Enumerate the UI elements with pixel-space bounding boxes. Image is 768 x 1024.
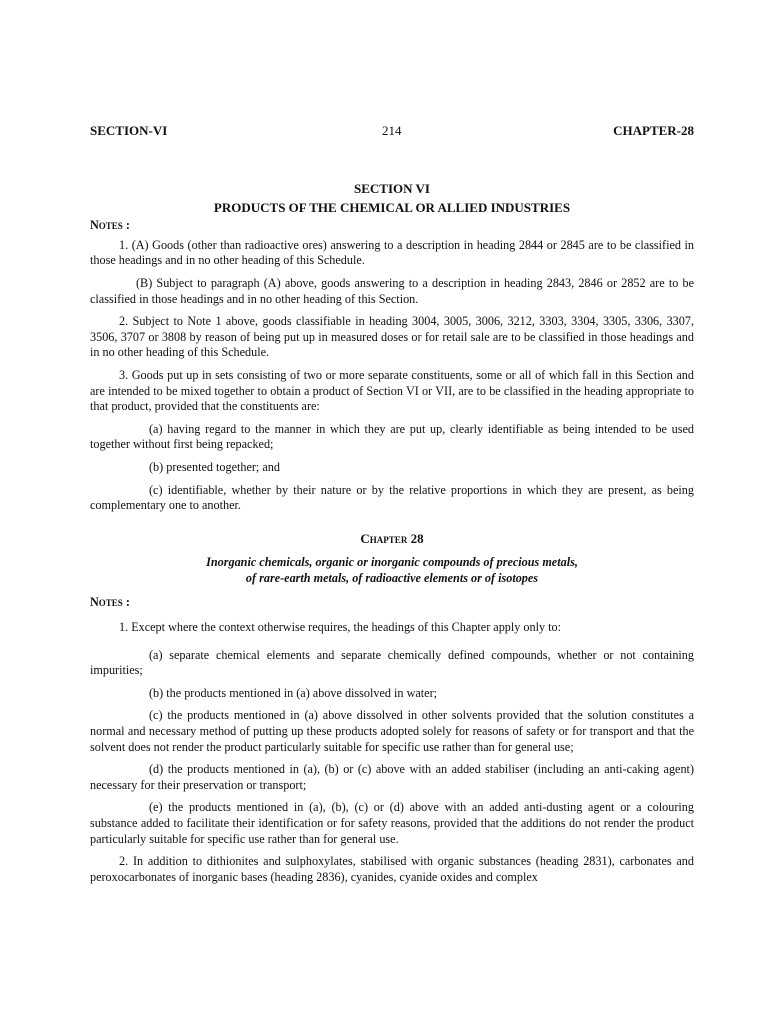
- chapter-label: Chapter 28: [360, 530, 424, 546]
- section-note-3c: (c) identifiable, whether by their nature or by the relative proportions in which they are present, as being complementary one to another.: [90, 482, 694, 513]
- chapter-note-1a: (a) separate chemical elements and separate chemically defined compounds, whether or not containing impurities;: [90, 647, 694, 678]
- chapter-note-1: 1. Except where the context otherwise requires, the headings of this Chapter apply only to:: [119, 620, 562, 635]
- section-note-2: 2. Subject to Note 1 above, goods classifiable in heading 3004, 3005, 3006, 3212, 3303, 3304, 3305, 3306, 3307, 3506, 3707 or 3808 by reason of being put up in measured doses or for retail sale are to be classified in those headings and in no other heading of this Schedule.: [90, 314, 694, 360]
- running-header: [90, 123, 694, 141]
- section-note-3: 3. Goods put up in sets consisting of two or more separate constituents, some or all of which fall in this Section and are intended to be mixed together to obtain a product of Section VI or VII, are to be classified in the heading appropriate to that product, provided that the constituents are:: [90, 367, 694, 414]
- section-note-1: 1. (A) Goods (other than radioactive ores) answering to a description in heading 2844 or 2845 are to be classified in those headings and in no other heading of this Schedule.: [90, 237, 694, 268]
- header-chapter-label: CHAPTER-28: [613, 123, 694, 138]
- chapter-note-1e: (e) the products mentioned in (a), (b), (c) or (d) above with an added anti-dusting agent or a colouring substance added to facilitate their identification or for safety reasons, provided that the additions do not render the product particularly suitable for specific use rather than for general use.: [90, 800, 694, 846]
- chapter-notes-label: Notes :: [90, 595, 130, 610]
- header-section-label: SECTION-VI: [90, 123, 168, 138]
- header-page-number: 214: [382, 123, 402, 138]
- chapter-note-2: 2. In addition to dithionites and sulphoxylates, stabilised with organic substances (heading 2831), carbonates and peroxocarbonates of inorganic bases (heading 2836), cyanides, cyanide oxides and complex: [90, 854, 694, 884]
- chapter-note-1b: (b) the products mentioned in (a) above dissolved in water;: [149, 685, 438, 700]
- chapter-note-1d: (d) the products mentioned in (a), (b) or (c) above with an added stabiliser (including an anti-caking agent) necessary for their preservation or transport;: [90, 762, 694, 792]
- section-label: SECTION VI: [354, 181, 430, 196]
- section-note-1b: (B) Subject to paragraph (A) above, goods answering to a description in heading 2843, 2846 or 2852 are to be classified in those headings and in no other heading of this Section.: [90, 275, 694, 306]
- chapter-title-line1: Inorganic chemicals, organic or inorganic compounds of precious metals,: [206, 555, 578, 570]
- section-notes-label: Notes :: [90, 218, 130, 233]
- section-note-3a: (a) having regard to the manner in which they are put up, clearly identifiable as being intended to be used together without first being repacked;: [90, 421, 694, 452]
- section-note-3b: (b) presented together; and: [149, 459, 280, 474]
- chapter-note-1c: (c) the products mentioned in (a) above dissolved in other solvents provided that the solution constitutes a normal and necessary method of putting up these products adopted solely for reasons of safety or for transport and that the solvent does not render the product particularly suitable for specific use rather than for general use;: [90, 708, 694, 754]
- section-title: PRODUCTS OF THE CHEMICAL OR ALLIED INDUSTRIES: [213, 199, 571, 215]
- chapter-title-line2: of rare-earth metals, of radioactive elements or of isotopes: [245, 570, 539, 585]
- document-body: [90, 181, 694, 888]
